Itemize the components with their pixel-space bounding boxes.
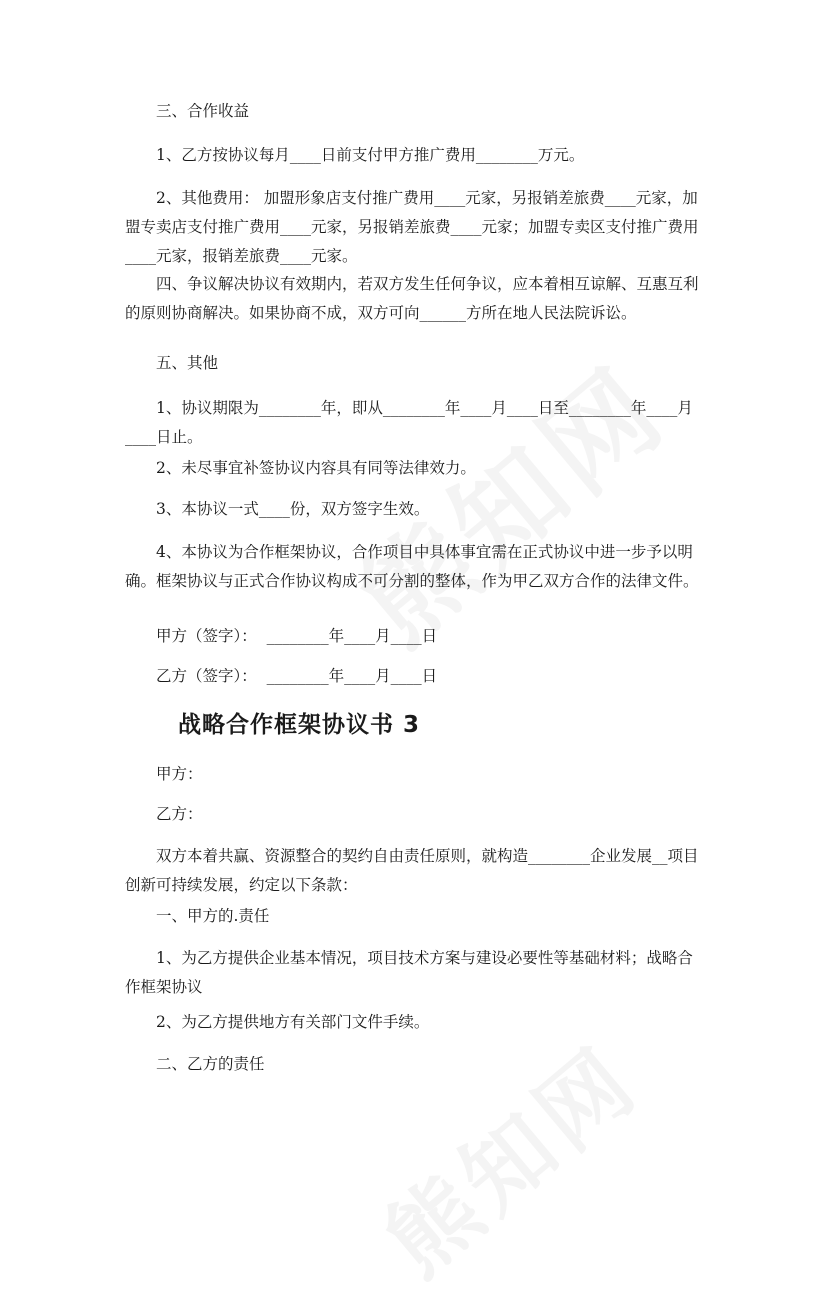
clause-dispute-resolution: 四、争议解决协议有效期内，若双方发生任何争议，应本着相互谅解、互惠互利的原则协商解决。如果协商不成，双方可向______方所在地人民法院诉讼。: [125, 275, 699, 322]
section-heading-other: 五、其他: [156, 354, 219, 372]
preamble: 双方本着共赢、资源整合的契约自由责任原则，就构造________企业发展__项目创新可持续发展，约定以下条款：: [125, 847, 699, 894]
clause-copies: 3、本协议一式____份，双方签字生效。: [156, 500, 430, 518]
document-title: 战略合作框架协议书 3: [178, 712, 421, 738]
party-b-label: 乙方：: [156, 805, 203, 823]
clause-monthly-fee: 1、乙方按协议每月____日前支付甲方推广费用________万元。: [156, 146, 585, 164]
section-heading-party-a-duties: 一、甲方的.责任: [156, 907, 270, 925]
signature-party-b: 乙方（签字）： ________年____月____日: [156, 667, 438, 685]
clause-party-a-materials: 1、为乙方提供企业基本情况，项目技术方案与建设必要性等基础材料；战略合作框架协议: [125, 949, 693, 996]
section-heading-party-b-duties: 二、乙方的责任: [156, 1055, 265, 1073]
signature-party-a: 甲方（签字）： ________年____月____日: [156, 627, 438, 645]
clause-other-fees: 2、其他费用： 加盟形象店支付推广费用____元家，另报销差旅费____元家，加盟专卖店支付推广费用____元家，另报销差旅费____元家；加盟专卖区支付推广费用____元家，报销差旅费____元家。: [125, 189, 699, 265]
section-heading-income: 三、合作收益: [156, 102, 250, 120]
clause-framework-nature: 4、本协议为合作框架协议，合作项目中具体事宜需在正式协议中进一步予以明确。框架协议与正式合作协议构成不可分割的整体，作为甲乙双方合作的法律文件。: [125, 543, 699, 590]
party-a-label: 甲方：: [156, 765, 203, 783]
clause-agreement-term: 1、协议期限为________年，即从________年____月____日至________年____月____日止。: [125, 399, 693, 446]
clause-supplementary: 2、未尽事宜补签协议内容具有同等法律效力。: [156, 459, 476, 477]
clause-party-a-documents: 2、为乙方提供地方有关部门文件手续。: [156, 1013, 430, 1031]
